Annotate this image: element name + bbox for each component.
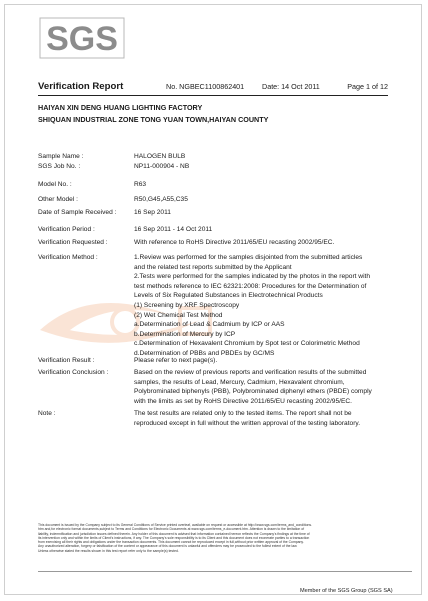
field-note: Note : The test results are related only to the tested items. The report shall not be reproduced except in full without the written approval of the testing laboratory. [38, 409, 393, 429]
conclusion-text: Based on the review of previous reports and verification results of the submitted samples, the results of Lead, Mercury, Cadmium, Hexavalent chromium, Polybrominated biphenyls (PBB), Polybrominated diphenyl ethers (PBDE) comply with the limits as set by RoHS Directive 2011/65/EU recasting 2002/95/EC. [134, 369, 372, 405]
note-text: The test results are related only to the tested items. The report shall not be reproduced except in full without the written approval of the testing laboratory. [134, 410, 361, 427]
report-number: No. NGBEC1100862401 [166, 82, 245, 91]
report-date: Date: 14 Oct 2011 [262, 82, 320, 91]
svg-text:SGS: SGS [46, 20, 118, 58]
sgs-logo-graphic [38, 12, 126, 64]
footer-disclaimer: This document is issued by the Company subject to its General Conditions of Service printed overleaf, available on request or accessible at http://www.sgs.com/terms_and_conditions. htm and,for electronic format documents,subject to Terms and Conditions for Electronic Documents at www.sgs.com/terms_e-document.htm. Attention is drawn to the limitation of liability, indemnification and jurisdiction issues defined therein. Any holder of this document is advised that information contained hereon reflects the Company's findings at the time of its intervention only and within the limits of Client's instructions, if any. The Company's sole responsibility is to its Client and this document does not exonerate parties to a transaction from exercising all their rights and obligations under the transaction documents. This document cannot be reproduced except in full,without prior written approval of the Company. Any unauthorized alteration, forgery or falsification of the content or appearance of this document is unlawful and offenders may be prosecuted to the fullest extent of the law. Unless otherwise stated the results shown in this test report refer only to the sample(s) tested. [38, 523, 313, 553]
header-divider [38, 95, 388, 96]
field-verification-method: Verification Method : 1.Review was performed for the samples disjointed from the submitted articles and the related test reports submitted by the Applicant 2.Tests were performed for the samples indicated by the photos in the report with test methods reference to IEC 62321:2008: Procedures for the Determination of Levels of Six Regulated Substances in Electrotechnical Products (1) Screening by XRF Spectroscopy (2) Wet Chemical Test Method a.Determination of Lead & Cadmium by ICP or AAS b.Determination of Mercury by ICP c.Determination of Hexavalent Chromium by Spot test or Colorimetric Method d.Determination of PBBs and PBDEs by GC/MS [38, 253, 393, 363]
member-text: Member of the SGS Group (SGS SA) [300, 588, 393, 594]
report-header [38, 81, 388, 93]
client-block [38, 102, 388, 126]
page-number: Page 1 of 12 [347, 82, 388, 91]
sgs-logo [38, 10, 126, 66]
client-name: HAIYAN XIN DENG HUANG LIGHTING FACTORY [38, 103, 203, 112]
field-verification-conclusion: Verification Conclusion : Based on the review of previous reports and verification results of the submitted samples, the results of Lead, Mercury, Cadmium, Hexavalent chromium, Polybrominated biphenyls (PBB), Polybrominated diphenyl ethers (PBDE) comply with the limits as set by RoHS Directive 2011/65/EU recasting 2002/95/EC. [38, 368, 393, 408]
method-text: 1.Review was performed for the samples disjointed from the submitted articles and the related test reports submitted by the Applicant 2.Tests were performed for the samples indicated by the photos in the report with test methods reference to IEC 62321:2008: Procedures for the Determination of Levels of Six Regulated Substances in Electrotechnical Products (1) Screening by XRF Spectroscopy (2) Wet Chemical Test Method a.Determination of Lead & Cadmium by ICP or AAS b.Determination of Mercury by ICP c.Determination of Hexavalent Chromium by Spot test or Colorimetric Method d.Determination of PBBs and PBDEs by GC/MS [134, 254, 371, 357]
report-title: Verification Report [38, 81, 124, 92]
footer-divider [38, 571, 412, 572]
client-address: SHIQUAN INDUSTRIAL ZONE TONG YUAN TOWN,HAIYAN COUNTY [38, 115, 269, 124]
